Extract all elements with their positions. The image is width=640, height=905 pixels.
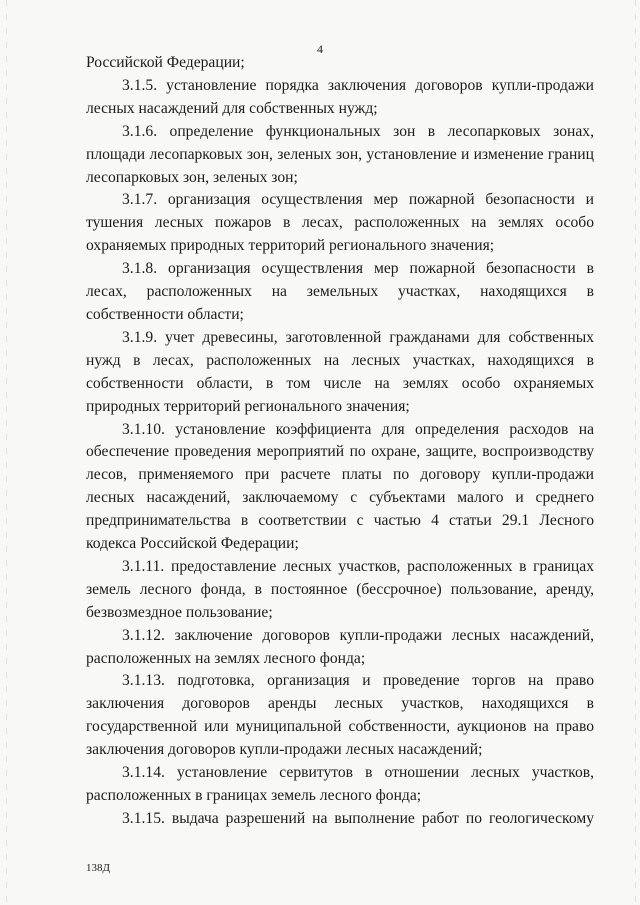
scan-edge-left <box>6 0 7 905</box>
page-number: 4 <box>317 42 323 56</box>
paragraph-continuation: Российской Федерации; <box>86 54 245 71</box>
paragraph-3-1-13: 3.1.13. подготовка, организация и проведение торгов на право заключения договоров аренды лесных участков, находящихся в государственной или муниципальной собственности, аукционов на право заключения договоров купли-продажи лесных насаждений; <box>86 672 594 759</box>
scan-edge-right <box>635 0 636 905</box>
paragraph-3-1-6: 3.1.6. определение функциональных зон в лесопарковых зонах, площади лесопарковых зон, зеленых зон, установление и изменение границ лесопарковых зон, зеленых зон; <box>86 122 594 186</box>
footer-document-code: 138Д <box>86 862 111 874</box>
paragraph-3-1-7: 3.1.7. организация осуществления мер пожарной безопасности и тушения лесных пожаров в лесах, расположенных на землях особо охраняемых природных территорий регионального значения; <box>86 191 594 255</box>
paragraph-3-1-15: 3.1.15. выдача разрешений на выполнение работ по геологическому <box>122 809 594 827</box>
paragraph-3-1-11: 3.1.11. предоставление лесных участков, расположенных в границах земель лесного фонда, в постоянное (бессрочное) пользование, аренду, безвозмездное пользование; <box>86 557 594 621</box>
paragraph-3-1-12: 3.1.12. заключение договоров купли-продажи лесных насаждений, расположенных на землях лесного фонда; <box>86 626 594 667</box>
paragraph-3-1-14: 3.1.14. установление сервитутов в отношении лесных участков, расположенных в границах земель лесного фонда; <box>86 764 594 804</box>
document-body <box>86 52 594 831</box>
paragraph-3-1-9: 3.1.9. учет древесины, заготовленной гражданами для собственных нужд в лесах, расположенных на лесных участках, находящихся в собственности области, в том числе на землях особо охраняемых природных территорий регионального значения; <box>86 328 594 415</box>
paragraph-3-1-5: 3.1.5. установление порядка заключения договоров купли-продажи лесных насаждений для собственных нужд; <box>86 76 594 117</box>
paragraph-3-1-8: 3.1.8. организация осуществления мер пожарной безопасности в лесах, расположенных на земельных участках, находящихся в собственности области; <box>86 260 594 323</box>
paragraph-3-1-10: 3.1.10. установление коэффициента для определения расходов на обеспечение проведения мероприятий по охране, защите, воспроизводству лесов, применяемого при расчете платы по договору купли-продажи лесных насаждений, заключаемому с субъектами малого и среднего предпринимательства в соответствии с частью 4 статьи 29.1 Лесного кодекса Российской Федерации; <box>86 420 594 553</box>
